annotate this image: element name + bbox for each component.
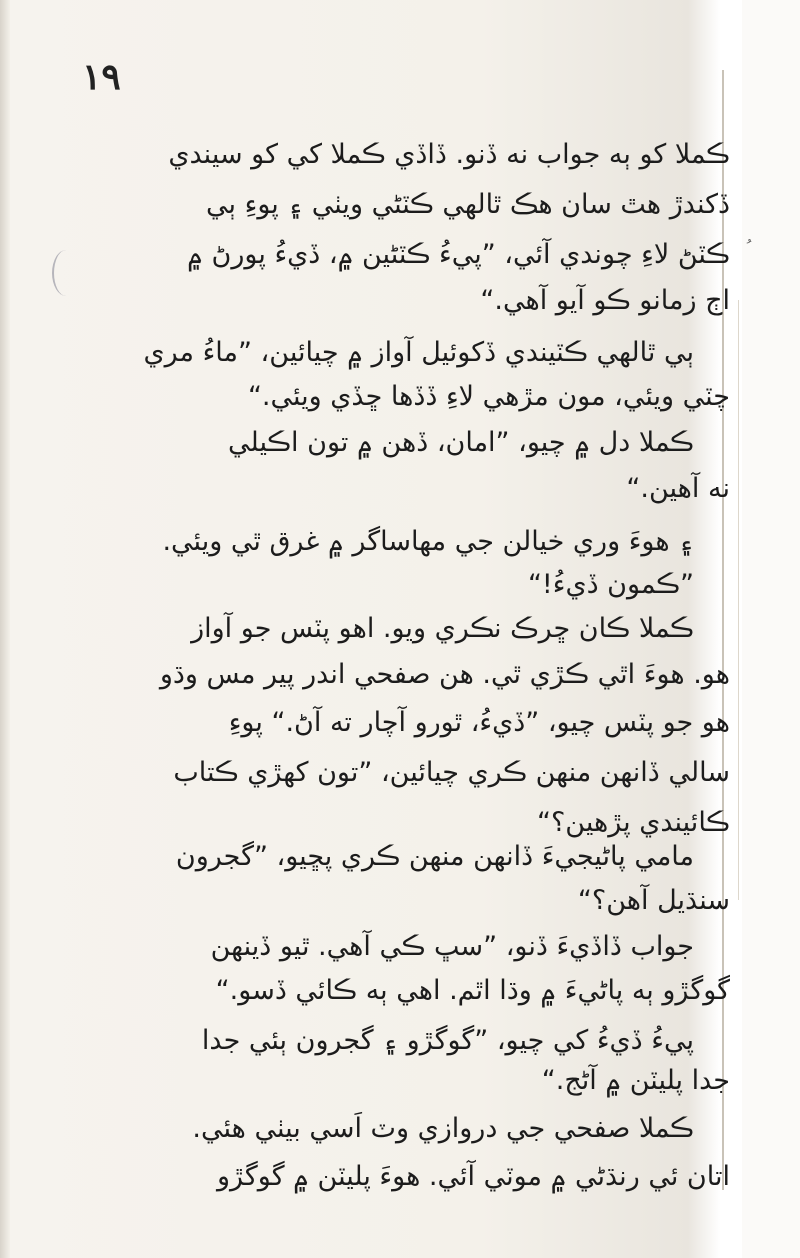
- text-line: ڪملا ڪان ڇرڪ نڪري ويو. اهو پٽس جو آواز: [191, 613, 694, 644]
- text-line: سالي ڏانهن منهن ڪري چيائين، ”تون کهڙي ڪتاب: [173, 757, 730, 788]
- text-line: اڄ زمانو ڪو آيو آهي.“: [480, 285, 730, 316]
- text-line: ڪائيندي پڙهين؟“: [536, 807, 730, 838]
- text-line: ڪملا صفحي جي دروازي وٽ اَسي بيٺي هئي.: [192, 1113, 694, 1144]
- page-spine-shadow: [0, 0, 10, 1258]
- text-line: چٽي ويئي، مون مڙهي لاءِ ڏڏها ڇڏي ويئي.“: [247, 381, 730, 412]
- text-line: ڪملا کو ٻه جواب نه ڏنو. ڏاڏي ڪملا کي کو سيندي: [168, 139, 730, 170]
- text-line: ۽ هوءَ وري خيالن جي مهاساگر ۾ غرق ٿي ويئي.: [162, 526, 694, 557]
- page-number: ١٩: [82, 56, 121, 98]
- text-line: هو. هوءَ اٿي ڪڙي ٿي. هن صفحي اندر پير مس وڌو: [159, 659, 730, 690]
- page-edge-line-secondary: [738, 300, 739, 900]
- text-line: سنڌيل آهن؟“: [577, 885, 730, 916]
- text-line: هو جو پٽس چيو، ”ڏيءُ، ٿورو آچار ته آڻ.“ پوءِ: [228, 707, 730, 738]
- text-line: مامي پاڻيجيءَ ڏانهن منهن ڪري پڇيو، ”گجرون: [175, 841, 694, 872]
- text-line: ”ڪمون ڏيءُ!“: [527, 569, 694, 600]
- text-line: پيءُ ڏيءُ کي چيو، ”گوگڙو ۽ گجرون ٻئي جدا: [201, 1025, 694, 1056]
- text-line: ڪٽڻ لاءِ چوندي آئي، ”پيءُ ڪٽڻين ۾، ڏيءُ پورڻ ۾: [187, 239, 730, 270]
- text-line: گوگڙو ٻه پاڻيءَ ۾ وڌا اٿم. اهي ٻه ڪائي ڏسو.“: [215, 975, 730, 1006]
- text-line: نه آهين.“: [626, 473, 730, 504]
- text-line: ٻي ٿالهي ڪٽيندي ڏکوئيل آواز ۾ چيائين، ”ماءُ مري: [143, 337, 694, 368]
- text-line: اتان ئي رنڌڻي ۾ موٽي آئي. هوءَ پليٽن ۾ گوگڙو: [216, 1161, 730, 1192]
- text-line: جواب ڏاڏيءَ ڏنو، ”سڀ ڪي آهي. ٿيو ڏينهن: [210, 931, 694, 962]
- body-text: [70, 0, 730, 1258]
- page-margin-strip: [742, 0, 800, 1258]
- text-line: جدا پليٽن ۾ آڻج.“: [541, 1065, 730, 1096]
- text-line: ڏکندڙ هٿ سان هڪ ٿالهي ڪٽڻي ويٺي ۽ پوءِ ٻي: [206, 189, 730, 220]
- text-line: ڪملا دل ۾ چيو، ”امان، ڏهن ۾ تون اڪيلي: [228, 427, 694, 458]
